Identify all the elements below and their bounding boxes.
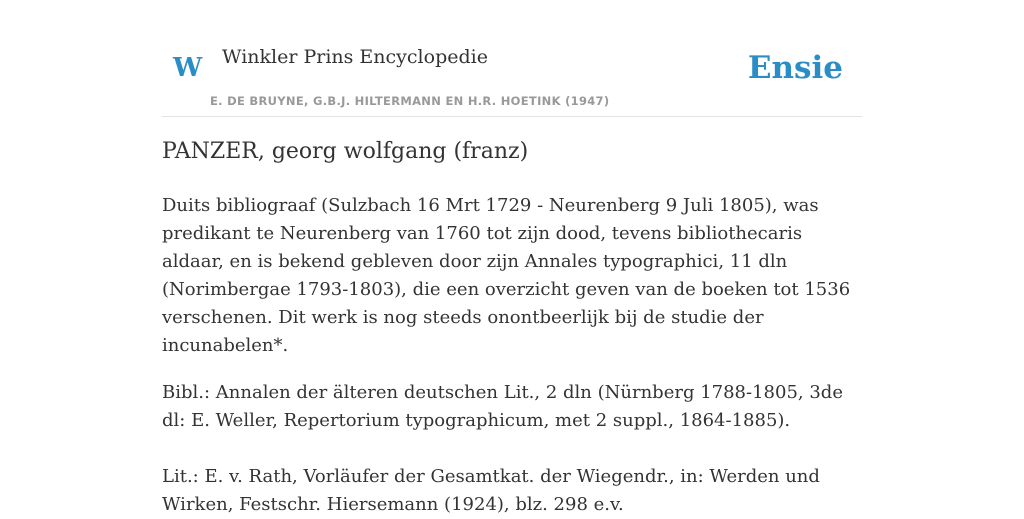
article-body [162,192,862,519]
ensie-brand-logo[interactable]: Ensie [747,50,843,86]
publication-authors: E. DE BRUYNE, G.B.J. HILTERMANN EN H.R. HOETINK (1947) [210,94,610,108]
publication-title-link[interactable]: Winkler Prins Encyclopedie [222,46,488,68]
article-title: PANZER, georg wolfgang (franz) [162,139,529,164]
publication-logo[interactable]: W [173,53,203,83]
article-paragraph-description: Duits bibliograaf (Sulzbach 16 Mrt 1729 - Neurenberg 9 Juli 1805), was predikant te Neurenberg van 1760 tot zijn dood, tevens bibliothecaris aldaar, en is bekend gebleven door zijn Annales typographici, 11 dln (Norimbergae 1793-1803), die een overzicht geven van de boeken tot 1536 verschenen. Dit werk is nog steeds onontbeerlijk bij de studie der incunabelen*. [162,195,851,356]
site-header [162,40,862,117]
article-paragraph-bibliography: Bibl.: Annalen der älteren deutschen Lit., 2 dln (Nürnberg 1788-1805, 3de dl: E. Weller, Repertorium typographicum, met 2 suppl., 1864-1885). [162,382,843,431]
article-paragraph-literature: Lit.: E. v. Rath, Vorläufer der Gesamtkat. der Wiegendr., in: Werden und Wirken, Festschr. Hiersemann (1924), blz. 298 e.v. [162,466,820,515]
